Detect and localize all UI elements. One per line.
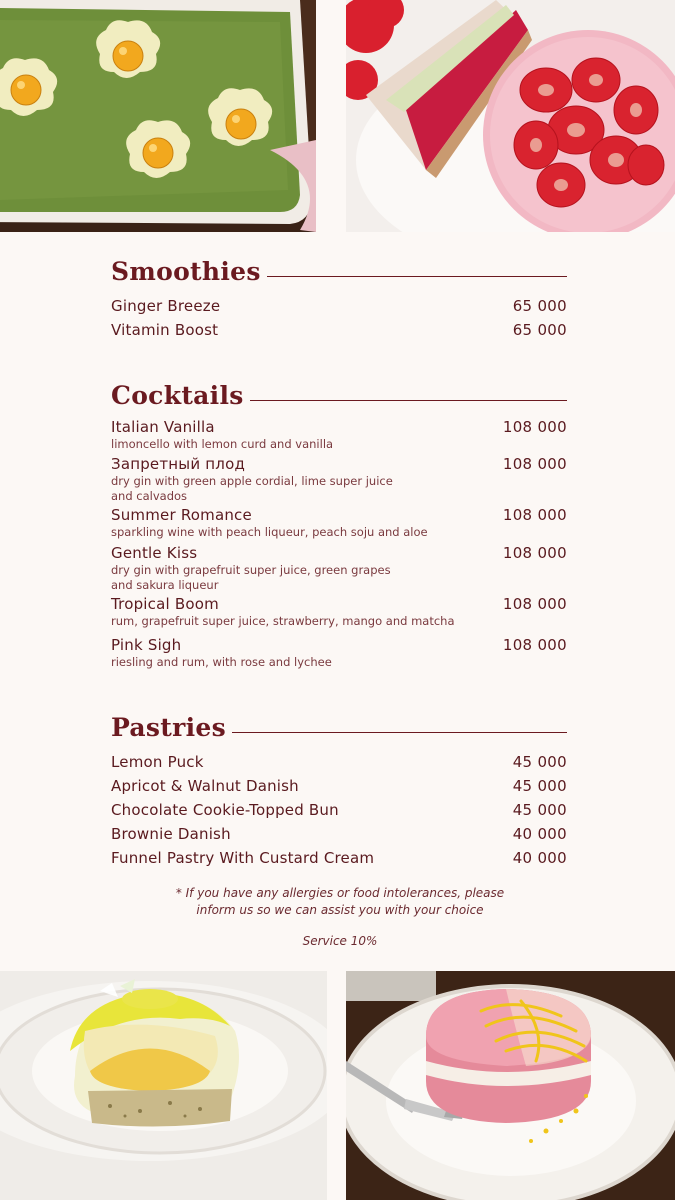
menu-item <box>111 505 567 540</box>
item-name: Lemon Puck <box>111 753 204 771</box>
item-price: 108 000 <box>502 418 567 436</box>
allergy-note <box>140 885 540 919</box>
item-description: dry gin with green apple cordial, lime super juice <box>111 474 393 488</box>
item-name: Apricot & Walnut Danish <box>111 777 299 795</box>
section-pastries <box>111 711 567 867</box>
menu-item <box>111 824 567 844</box>
item-price: 45 000 <box>512 777 567 795</box>
section-header <box>111 255 567 289</box>
item-description: dry gin with grapefruit super juice, green grapes <box>111 563 391 577</box>
section-title: Smoothies <box>111 255 267 289</box>
menu-item <box>111 752 567 772</box>
pink-macaron-photo <box>346 971 675 1200</box>
menu-item <box>111 776 567 796</box>
item-description: rum, grapefruit super juice, strawberry, mango and matcha <box>111 614 455 628</box>
allergy-note-line: inform us so we can assist you with your choice <box>196 903 484 917</box>
section-header <box>111 711 567 745</box>
item-description: limoncello with lemon curd and vanilla <box>111 437 334 451</box>
item-name: Italian Vanilla <box>111 418 215 436</box>
item-description: riesling and rum, with rose and lychee <box>111 655 332 669</box>
lemon-mousse-photo <box>0 971 327 1200</box>
item-price: 45 000 <box>512 753 567 771</box>
menu-item <box>111 320 567 340</box>
strawberry-cake-photo <box>346 0 675 232</box>
item-name: Pink Sigh <box>111 636 182 654</box>
item-description: and sakura liqueur <box>111 578 219 592</box>
menu-item <box>111 848 567 868</box>
item-price: 108 000 <box>502 636 567 654</box>
item-name: Gentle Kiss <box>111 544 198 562</box>
section-title: Pastries <box>111 711 232 745</box>
item-price: 40 000 <box>512 849 567 867</box>
menu-item <box>111 543 567 593</box>
item-price: 108 000 <box>502 506 567 524</box>
item-name: Brownie Danish <box>111 825 231 843</box>
menu-item <box>111 296 567 316</box>
item-price: 65 000 <box>512 321 567 339</box>
item-price: 40 000 <box>512 825 567 843</box>
service-charge-note: Service 10% <box>302 934 378 948</box>
item-name: Funnel Pastry With Custard Cream <box>111 849 375 867</box>
item-description: sparkling wine with peach liqueur, peach soju and aloe <box>111 525 428 539</box>
item-price: 65 000 <box>512 297 567 315</box>
item-price: 108 000 <box>502 455 567 473</box>
menu-item <box>111 417 567 452</box>
matcha-tiramisu-photo <box>0 0 316 232</box>
menu-item <box>111 800 567 820</box>
item-name: Tropical Boom <box>111 595 219 613</box>
item-price: 45 000 <box>512 801 567 819</box>
section-cocktails <box>111 379 567 669</box>
item-price: 108 000 <box>502 544 567 562</box>
menu-item <box>111 454 567 504</box>
item-name: Ginger Breeze <box>111 297 221 315</box>
menu-item <box>111 635 567 670</box>
item-name: Summer Romance <box>111 506 252 524</box>
item-name: Запретный плод <box>111 455 246 473</box>
allergy-note-line: * If you have any allergies or food intolerances, please <box>175 886 505 900</box>
item-name: Chocolate Cookie-Topped Bun <box>111 801 339 819</box>
item-price: 108 000 <box>502 595 567 613</box>
item-description: and calvados <box>111 489 188 503</box>
item-name: Vitamin Boost <box>111 321 219 339</box>
menu-item <box>111 594 567 629</box>
section-smoothies <box>111 255 567 339</box>
section-header <box>111 379 567 413</box>
section-title: Cocktails <box>111 379 250 413</box>
